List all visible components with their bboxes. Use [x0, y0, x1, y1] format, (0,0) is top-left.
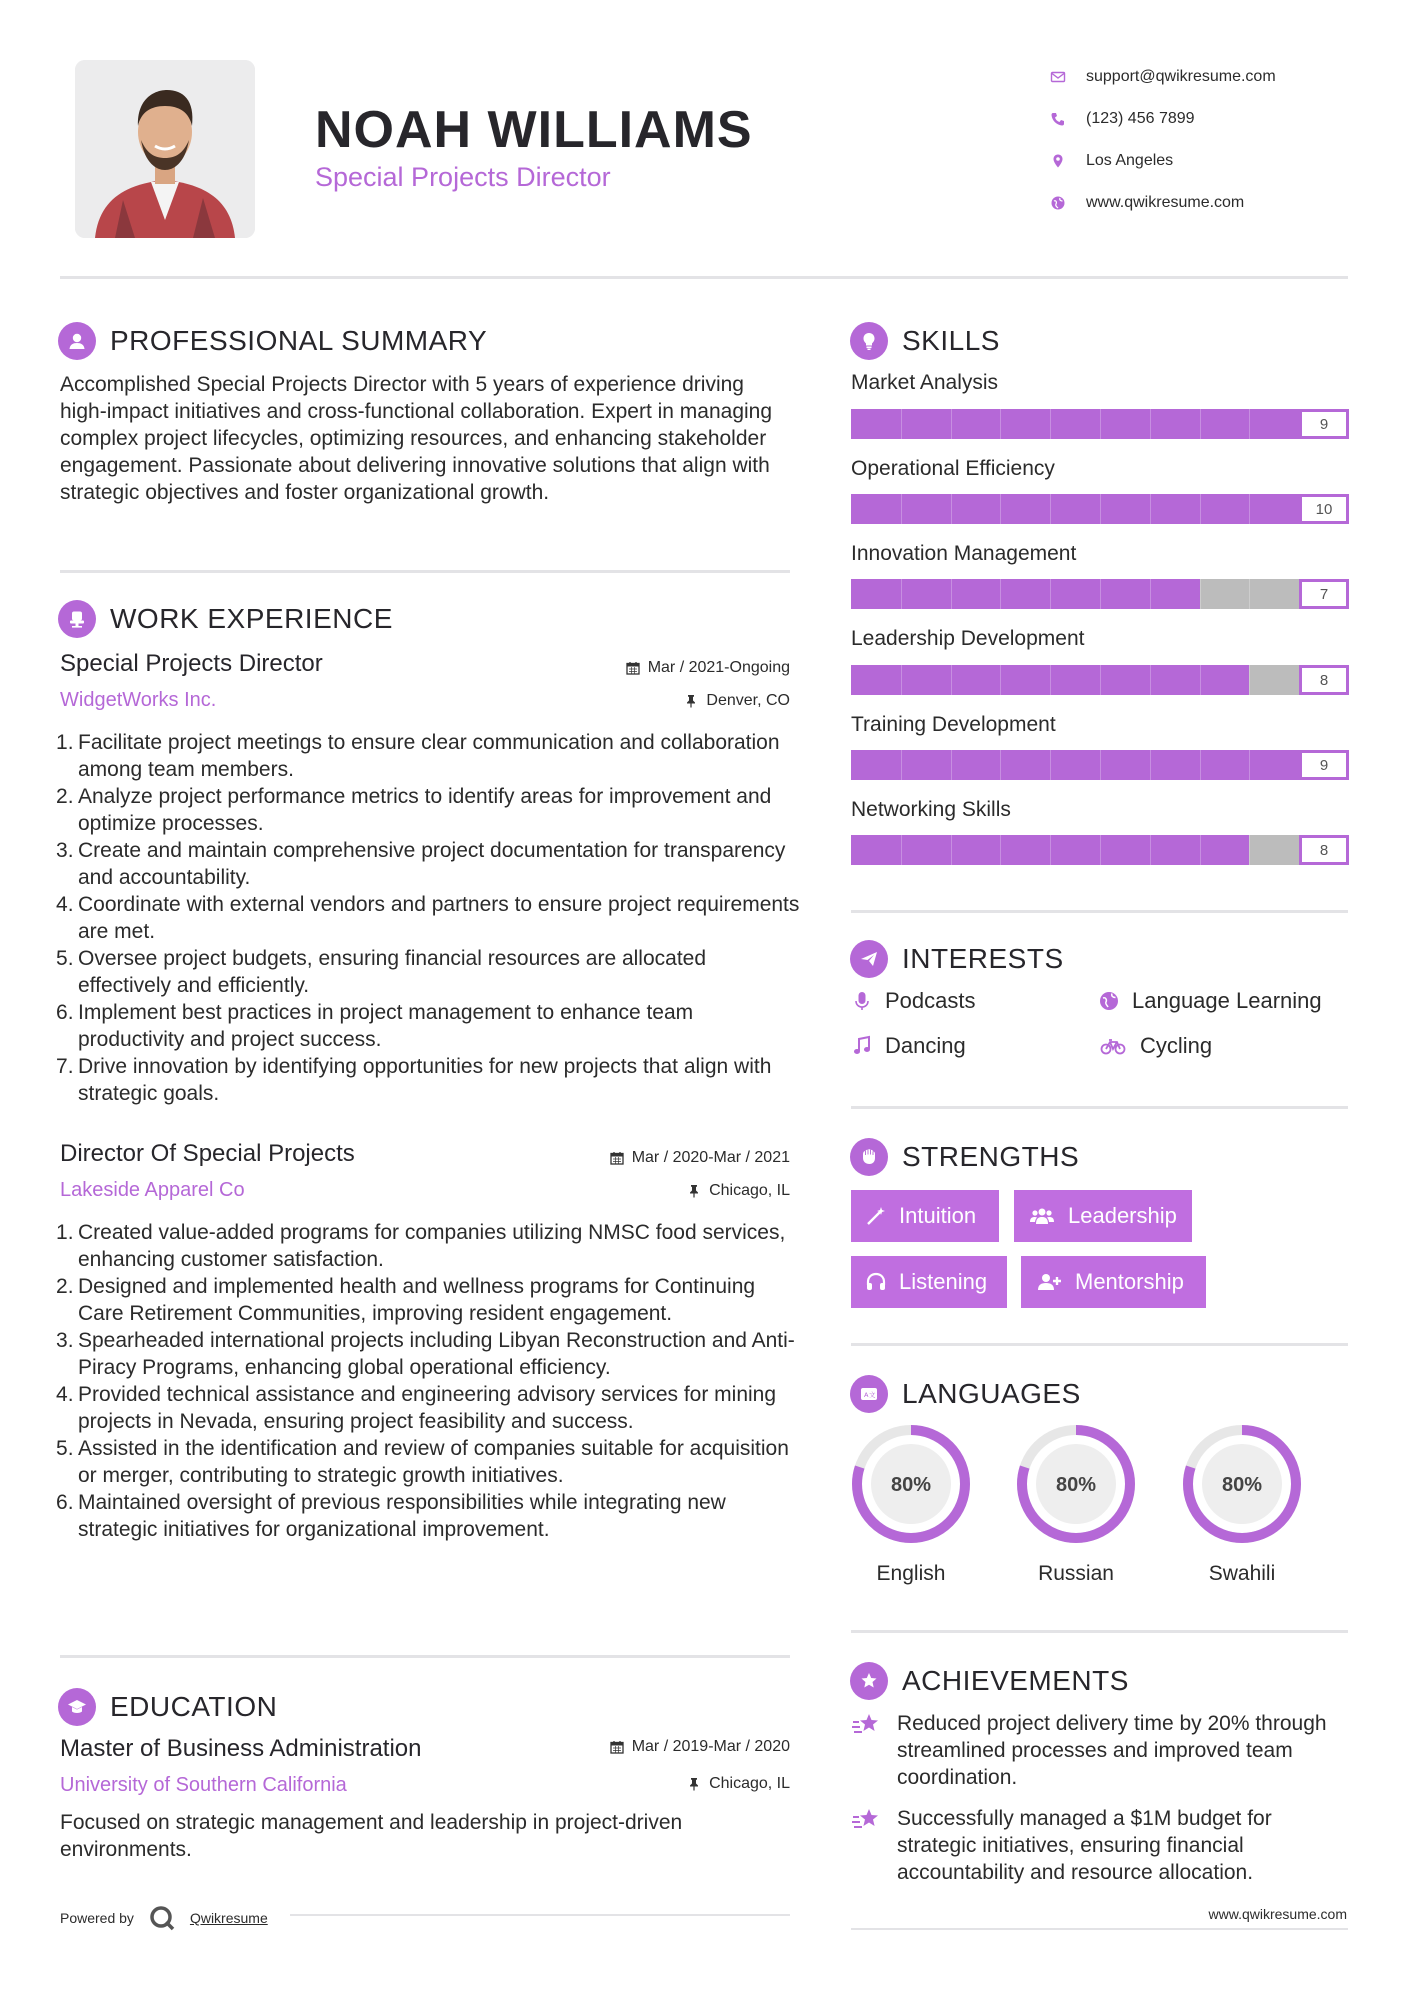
calendar-icon — [626, 661, 640, 675]
skill-name: Market Analysis — [851, 371, 999, 394]
skill-name: Networking Skills — [851, 798, 1011, 821]
summary-text: Accomplished Special Projects Director with 5 years of experience driving high-impact initiatives and cross-functional collaboration. Expert in managing complex project lifecycles, optimizing resources, and enhancing stakeholder engagement. Passionate about delivering innovative solutions that align with strategic objectives and foster organizational growth. — [60, 373, 773, 504]
skill-level-box: 9 — [1299, 750, 1349, 780]
skill-segment-tick — [1200, 750, 1201, 780]
list-item: Drive innovation by identifying opportunities for new projects that align with strategic goals. — [78, 1055, 772, 1105]
languages-heading — [850, 1375, 1081, 1413]
strength-tag — [851, 1190, 999, 1242]
skill-segment-tick — [951, 835, 952, 865]
interest-label: Language Learning — [1132, 988, 1322, 1013]
footer-url[interactable]: www.qwikresume.com — [1208, 1906, 1347, 1922]
skill-bar — [851, 665, 1349, 695]
skill-level-box: 10 — [1299, 494, 1349, 524]
skill-segment-tick — [1249, 750, 1250, 780]
skill-segment-tick — [1249, 409, 1250, 439]
education-heading — [58, 1688, 277, 1726]
skill-bar — [851, 579, 1349, 609]
education-dates-text: Mar / 2019-Mar / 2020 — [631, 1738, 790, 1755]
experience-heading — [58, 600, 393, 638]
job-dates-text: Mar / 2021-Ongoing — [647, 659, 790, 676]
skill-segment-tick — [901, 409, 902, 439]
achievement-text: Successfully managed a $1M budget for strategic initiatives, ensuring financial accountability and resource allocation. — [897, 1807, 1272, 1884]
strengths-title: STRENGTHS — [902, 1141, 1080, 1172]
shooting-star-icon — [851, 1805, 883, 1835]
language-progress-ring — [1014, 1422, 1138, 1546]
skill-level-box: 9 — [1299, 409, 1349, 439]
skill-segment-tick — [1200, 835, 1201, 865]
skill-fill — [851, 409, 1299, 439]
language-progress-ring — [1180, 1422, 1304, 1546]
skill-bar — [851, 494, 1349, 524]
contact-website-text: www.qwikresume.com — [1086, 194, 1245, 211]
achievement-item — [851, 1805, 1348, 1886]
experience-title: WORK EXPERIENCE — [110, 603, 393, 634]
footer-divider-left — [290, 1914, 790, 1916]
user-plus-icon — [1035, 1271, 1063, 1293]
skill-segment-tick — [901, 579, 902, 609]
map-pin-icon — [1050, 153, 1086, 169]
skill-level-box: 8 — [1299, 835, 1349, 865]
list-item: Analyze project performance metrics to identify areas for improvement and optimize processes. — [78, 785, 772, 835]
interests-heading — [850, 940, 1064, 978]
skill-segment-tick — [1249, 494, 1250, 524]
contact-email-text: support@qwikresume.com — [1086, 68, 1276, 85]
skill-name: Training Development — [851, 713, 1056, 736]
strengths-divider — [851, 1343, 1348, 1346]
strength-tag — [1021, 1256, 1206, 1308]
calendar-icon — [610, 1151, 624, 1165]
language-item — [1177, 1422, 1307, 1586]
interest-label: Dancing — [885, 1033, 966, 1058]
skill-segment-tick — [1050, 750, 1051, 780]
skill-segment-tick — [901, 835, 902, 865]
contact-email[interactable] — [1050, 56, 1380, 98]
skill-segment-tick — [951, 750, 952, 780]
skill-segment-tick — [901, 494, 902, 524]
pushpin-icon — [684, 694, 698, 708]
footer-divider-right — [851, 1928, 1348, 1930]
list-item: Maintained oversight of previous responsibilities while integrating new strategic initiatives for organizational improvement. — [78, 1491, 726, 1541]
skill-segment-tick — [1100, 494, 1101, 524]
skill-name: Leadership Development — [851, 627, 1085, 650]
candidate-name: NOAH WILLIAMS — [315, 101, 753, 159]
job-bullets — [60, 729, 800, 1107]
skill-segment-tick — [1150, 835, 1151, 865]
skill-segment-tick — [1000, 665, 1001, 695]
skill-fill — [851, 579, 1200, 609]
skill-segment-tick — [951, 579, 952, 609]
contact-location — [1050, 140, 1380, 182]
users-icon — [1028, 1205, 1056, 1227]
interest-item — [1098, 1033, 1212, 1059]
skill-segment-tick — [1150, 409, 1151, 439]
list-item: Implement best practices in project management to enhance team productivity and project success. — [78, 1001, 694, 1051]
paper-plane-icon — [850, 940, 888, 978]
skill-segment-tick — [1150, 579, 1151, 609]
user-icon — [58, 322, 96, 360]
language-percent: 80% — [1221, 1474, 1263, 1496]
skill-fill — [851, 750, 1299, 780]
briefcase-icon — [58, 600, 96, 638]
strength-tag — [1014, 1190, 1192, 1242]
list-item: Coordinate with external vendors and partners to ensure project requirements are met. — [78, 893, 800, 943]
experience-divider — [60, 1655, 790, 1658]
language-name: Russian — [1038, 1562, 1114, 1585]
envelope-icon — [1050, 69, 1086, 85]
job-bullets — [60, 1219, 800, 1543]
skills-divider — [851, 910, 1348, 913]
list-item: Oversee project budgets, ensuring financial resources are allocated effectively and efficiently. — [78, 947, 707, 997]
job-dates — [610, 1149, 790, 1167]
job-location — [684, 692, 790, 710]
strength-label: Mentorship — [1075, 1269, 1184, 1294]
skill-segment-tick — [1200, 579, 1201, 609]
skill-segment-tick — [1100, 409, 1101, 439]
language-percent: 80% — [1055, 1474, 1097, 1496]
candidate-title: Special Projects Director — [315, 162, 611, 192]
job-location-text: Denver, CO — [706, 692, 790, 709]
skill-segment-tick — [1000, 494, 1001, 524]
skill-segment-tick — [951, 494, 952, 524]
skill-segment-tick — [1100, 665, 1101, 695]
list-item: Designed and implemented health and wellness programs for Continuing Care Retirement Communities, improving resident engagement. — [78, 1275, 756, 1325]
headphones-icon — [865, 1271, 887, 1293]
achievements-title: ACHIEVEMENTS — [902, 1665, 1129, 1696]
phone-icon — [1050, 111, 1086, 127]
summary-title: PROFESSIONAL SUMMARY — [110, 325, 488, 356]
language-progress-ring — [849, 1422, 973, 1546]
company-name: Lakeside Apparel Co — [60, 1179, 245, 1201]
music-note-icon — [851, 1035, 873, 1057]
trophy-icon — [850, 1662, 888, 1700]
contact-website[interactable] — [1050, 182, 1380, 224]
globe-icon — [1050, 195, 1086, 211]
contact-phone[interactable] — [1050, 98, 1380, 140]
skill-level-box: 8 — [1299, 665, 1349, 695]
achievement-item — [851, 1710, 1348, 1791]
skill-segment-tick — [1249, 579, 1250, 609]
skill-segment-tick — [1100, 750, 1101, 780]
achievement-text: Reduced project delivery time by 20% through streamlined processes and improved team coordination. — [897, 1712, 1327, 1789]
skill-segment-tick — [901, 750, 902, 780]
skill-level-box: 7 — [1299, 579, 1349, 609]
bicycle-icon — [1098, 1035, 1128, 1057]
skill-segment-tick — [901, 665, 902, 695]
skills-heading — [850, 322, 1000, 360]
interest-item — [851, 1033, 966, 1059]
interest-item — [1098, 988, 1322, 1014]
skill-segment-tick — [1000, 579, 1001, 609]
list-item: Created value-added programs for companies utilizing NMSC food services, enhancing customer satisfaction. — [78, 1221, 786, 1271]
skill-segment-tick — [1050, 579, 1051, 609]
list-item: Create and maintain comprehensive project documentation for transparency and accountability. — [78, 839, 786, 889]
skill-segment-tick — [1150, 665, 1151, 695]
job-dates — [626, 659, 790, 677]
interests-title: INTERESTS — [902, 943, 1064, 974]
skill-bar — [851, 409, 1349, 439]
header-divider — [60, 276, 1348, 279]
language-item — [846, 1422, 976, 1586]
skill-segment-tick — [1000, 835, 1001, 865]
strength-label: Intuition — [899, 1203, 977, 1228]
language-name: English — [876, 1562, 946, 1585]
skill-segment-tick — [1100, 579, 1101, 609]
magic-wand-icon — [865, 1205, 887, 1227]
skill-segment-tick — [1000, 409, 1001, 439]
education-title: EDUCATION — [110, 1691, 278, 1722]
contact-list — [1050, 56, 1380, 224]
job-title: Director Of Special Projects — [60, 1140, 355, 1167]
language-card-icon — [850, 1375, 888, 1413]
summary-divider — [60, 570, 790, 573]
skills-title: SKILLS — [902, 325, 1000, 356]
skill-segment-tick — [951, 409, 952, 439]
powered-by — [60, 1904, 268, 1932]
interest-label: Podcasts — [885, 988, 976, 1013]
skill-segment-tick — [1000, 750, 1001, 780]
education-dates — [610, 1738, 790, 1756]
skill-segment-tick — [1200, 665, 1201, 695]
languages-title: LANGUAGES — [902, 1378, 1081, 1409]
skill-segment-tick — [1100, 835, 1101, 865]
lightbulb-icon — [850, 322, 888, 360]
brand-link[interactable]: Qwikresume — [189, 1910, 268, 1926]
language-item — [1011, 1422, 1141, 1586]
interest-label: Cycling — [1140, 1033, 1213, 1058]
achievements-heading — [850, 1662, 1129, 1700]
microphone-icon — [851, 990, 873, 1012]
skill-segment-tick — [1050, 835, 1051, 865]
strength-label: Leadership — [1068, 1203, 1177, 1228]
skill-segment-tick — [1150, 494, 1151, 524]
strength-label: Listening — [899, 1269, 988, 1294]
skill-bar — [851, 835, 1349, 865]
contact-phone-text: (123) 456 7899 — [1086, 110, 1195, 127]
skill-segment-tick — [1050, 665, 1051, 695]
job-location — [687, 1182, 790, 1200]
job-dates-text: Mar / 2020-Mar / 2021 — [631, 1149, 790, 1166]
strength-tag — [851, 1256, 1007, 1308]
education-location — [687, 1775, 790, 1793]
fist-icon — [850, 1138, 888, 1176]
language-percent: 80% — [890, 1474, 932, 1496]
shooting-star-icon — [851, 1710, 883, 1740]
education-text: Focused on strategic management and leadership in project-driven environments. — [60, 1811, 683, 1861]
pushpin-icon — [687, 1777, 701, 1791]
degree-title: Master of Business Administration — [60, 1735, 422, 1762]
skill-segment-tick — [951, 665, 952, 695]
interests-divider — [851, 1106, 1348, 1109]
skill-segment-tick — [1249, 665, 1250, 695]
list-item: Facilitate project meetings to ensure clear communication and collaboration among team members. — [78, 731, 780, 781]
skill-segment-tick — [1200, 494, 1201, 524]
pushpin-icon — [687, 1184, 701, 1198]
education-location-text: Chicago, IL — [709, 1775, 790, 1792]
globe-icon — [1098, 990, 1120, 1012]
profile-photo — [75, 60, 255, 238]
list-item: Provided technical assistance and engineering advisory services for mining projects in Nevada, ensuring project feasibility and success. — [78, 1383, 777, 1433]
job-title: Special Projects Director — [60, 650, 323, 677]
list-item: Spearheaded international projects including Libyan Reconstruction and Anti-Piracy Programs, enhancing global operational efficiency. — [78, 1329, 795, 1379]
summary-heading — [58, 322, 487, 360]
skill-name: Innovation Management — [851, 542, 1077, 565]
skill-bar — [851, 750, 1349, 780]
skill-segment-tick — [1050, 409, 1051, 439]
language-name: Swahili — [1208, 1562, 1276, 1585]
company-name: WidgetWorks Inc. — [60, 689, 217, 711]
school-name: University of Southern California — [60, 1774, 347, 1796]
skill-name: Operational Efficiency — [851, 457, 1055, 480]
skill-segment-tick — [1150, 750, 1151, 780]
graduation-cap-icon — [58, 1688, 96, 1726]
qwikresume-logo-icon — [148, 1904, 176, 1932]
interest-item — [851, 988, 976, 1014]
powered-by-text: Powered by — [60, 1910, 134, 1926]
list-item: Assisted in the identification and review of companies suitable for acquisition or merger, contributing to strategic growth initiatives. — [78, 1437, 789, 1487]
svg-text:文: 文 — [869, 1391, 876, 1399]
contact-location-text: Los Angeles — [1086, 152, 1174, 169]
skill-segment-tick — [1249, 835, 1250, 865]
skill-segment-tick — [1200, 409, 1201, 439]
svg-text:A: A — [864, 1391, 869, 1399]
languages-divider — [851, 1630, 1348, 1633]
calendar-icon — [610, 1740, 624, 1754]
skill-segment-tick — [1050, 494, 1051, 524]
strengths-heading — [850, 1138, 1079, 1176]
job-location-text: Chicago, IL — [709, 1182, 790, 1199]
